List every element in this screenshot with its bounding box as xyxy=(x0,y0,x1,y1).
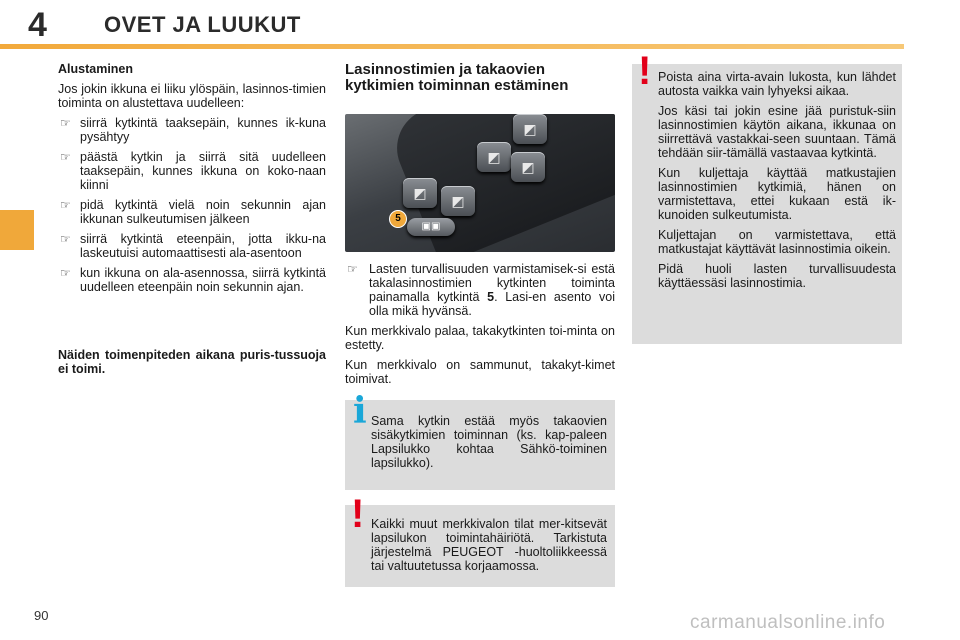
safety-warning-text xyxy=(658,70,896,296)
page-number: 90 xyxy=(34,608,49,623)
chapter-title: OVET JA LUUKUT xyxy=(104,12,301,37)
list-item-text: pidä kytkintä vielä noin sekunnin ajan ikkunan sulkeutumisen jälkeen xyxy=(80,198,326,226)
watermark: carmanualsonline.info xyxy=(690,612,886,633)
safety-paragraph: Kuljettajan on varmistettava, että matkustajat käyttävät lasinnostimia oikein. xyxy=(658,228,896,256)
safety-warning-note xyxy=(632,49,902,344)
warning-icon: ! xyxy=(351,492,365,536)
pointing-hand-icon: ☞ xyxy=(60,198,71,212)
pointing-hand-icon: ☞ xyxy=(347,262,358,276)
warning-icon: ! xyxy=(638,49,652,93)
pointing-hand-icon: ☞ xyxy=(60,232,71,246)
reset-intro: Jos jokin ikkuna ei liiku ylöspäin, lasinnos-timien toiminta on alustettava uudelleen: xyxy=(58,82,326,110)
window-switch-icon: ◩ xyxy=(511,152,545,182)
pointing-hand-icon: ☞ xyxy=(60,116,71,130)
safety-paragraph: Jos käsi tai jokin esine jää puristuk-siin lasinnostimien käytön aikana, ikkunaa on siirrettävä vastakkai-seen suuntaan. Tämä tehdään siir-tämällä vastaavaa kytkintä. xyxy=(658,104,896,160)
switch-reference: 5 xyxy=(487,290,495,304)
info-note-text: Sama kytkin estää myös takaovien sisäkytkimien toiminnan (ks. kap-paleen Lapsilukko kohtaa Sähkö-toiminen lapsilukko). xyxy=(371,414,607,470)
indicator-off-text: Kun merkkivalo on sammunut, takakyt-kimet toimivat. xyxy=(345,358,615,386)
list-item xyxy=(58,150,326,192)
info-note xyxy=(345,390,615,490)
warning-note-text: Kaikki muut merkkivalon tilat mer-kitsevät lapsilukon toimintahäiriötä. Tarkistuta järjestelmä PEUGEOT -huoltoliikkeessä tai valtuutetussa korjaamossa. xyxy=(371,517,607,573)
warning-note xyxy=(345,492,615,587)
window-switch-icon: ◩ xyxy=(513,114,547,144)
window-switch-icon: ◩ xyxy=(403,178,437,208)
middle-column xyxy=(345,62,615,392)
window-switch-icon: ◩ xyxy=(441,186,475,216)
chapter-side-tab xyxy=(0,210,34,250)
list-item-text: siirrä kytkintä eteenpäin, jotta ikku-na laskeutuisi automaattisesti ala-asentoon xyxy=(80,232,326,260)
list-item-text: kun ikkuna on ala-asennossa, siirrä kytkintä uudelleen eteenpäin noin sekunnin ajan. xyxy=(80,266,326,294)
info-icon: i xyxy=(353,390,367,432)
window-switch-photo xyxy=(345,114,615,252)
list-item xyxy=(58,266,326,294)
lock-instruction-post: . Lasi-en asento voi olla mikä hyvänsä. xyxy=(369,290,615,318)
section-heading-reset: Alustaminen xyxy=(58,62,134,76)
header-rule xyxy=(0,44,904,49)
child-lock-icon: ▣▣ xyxy=(407,218,455,236)
list-item xyxy=(58,232,326,260)
section-heading-lock: Lasinnostimien ja takaovien kytkimien toiminnan estäminen xyxy=(345,61,569,94)
lock-steps xyxy=(345,262,615,318)
left-column xyxy=(58,62,326,300)
list-item-text: päästä kytkin ja siirrä sitä uudelleen taaksepäin, kunnes ikkuna on koko-naan kiinni xyxy=(80,150,326,192)
list-item xyxy=(58,116,326,144)
list-item xyxy=(345,262,615,318)
reset-steps xyxy=(58,116,326,294)
window-switch-icon: ◩ xyxy=(477,142,511,172)
anti-pinch-warning: Näiden toimenpiteden aikana puris-tussuoja ei toimi. xyxy=(58,348,326,376)
callout-number: 5 xyxy=(389,210,407,228)
pointing-hand-icon: ☞ xyxy=(60,266,71,280)
chapter-number: 4 xyxy=(28,6,47,44)
lock-instruction-pre: Lasten turvallisuuden varmistamisek-si estä takalasinnostimien kytkinten toiminta painamalla kytkintä xyxy=(369,262,615,304)
list-item xyxy=(58,198,326,226)
pointing-hand-icon: ☞ xyxy=(60,150,71,164)
list-item-text: siirrä kytkintä taaksepäin, kunnes ik-kuna pysähtyy xyxy=(80,116,326,144)
safety-paragraph: Pidä huoli lasten turvallisuudesta käyttäessäsi lasinnostimia. xyxy=(658,262,896,290)
safety-paragraph: Kun kuljettaja käyttää matkustajien lasinnostimien kytkimiä, hänen on varmistettava, ettei kukaan estä ik-kunoiden sulkeutumista. xyxy=(658,166,896,222)
indicator-on-text: Kun merkkivalo palaa, takakytkinten toi-minta on estetty. xyxy=(345,324,615,352)
safety-paragraph: Poista aina virta-avain lukosta, kun lähdet autosta vaikka vain lyhyeksi aikaa. xyxy=(658,70,896,98)
